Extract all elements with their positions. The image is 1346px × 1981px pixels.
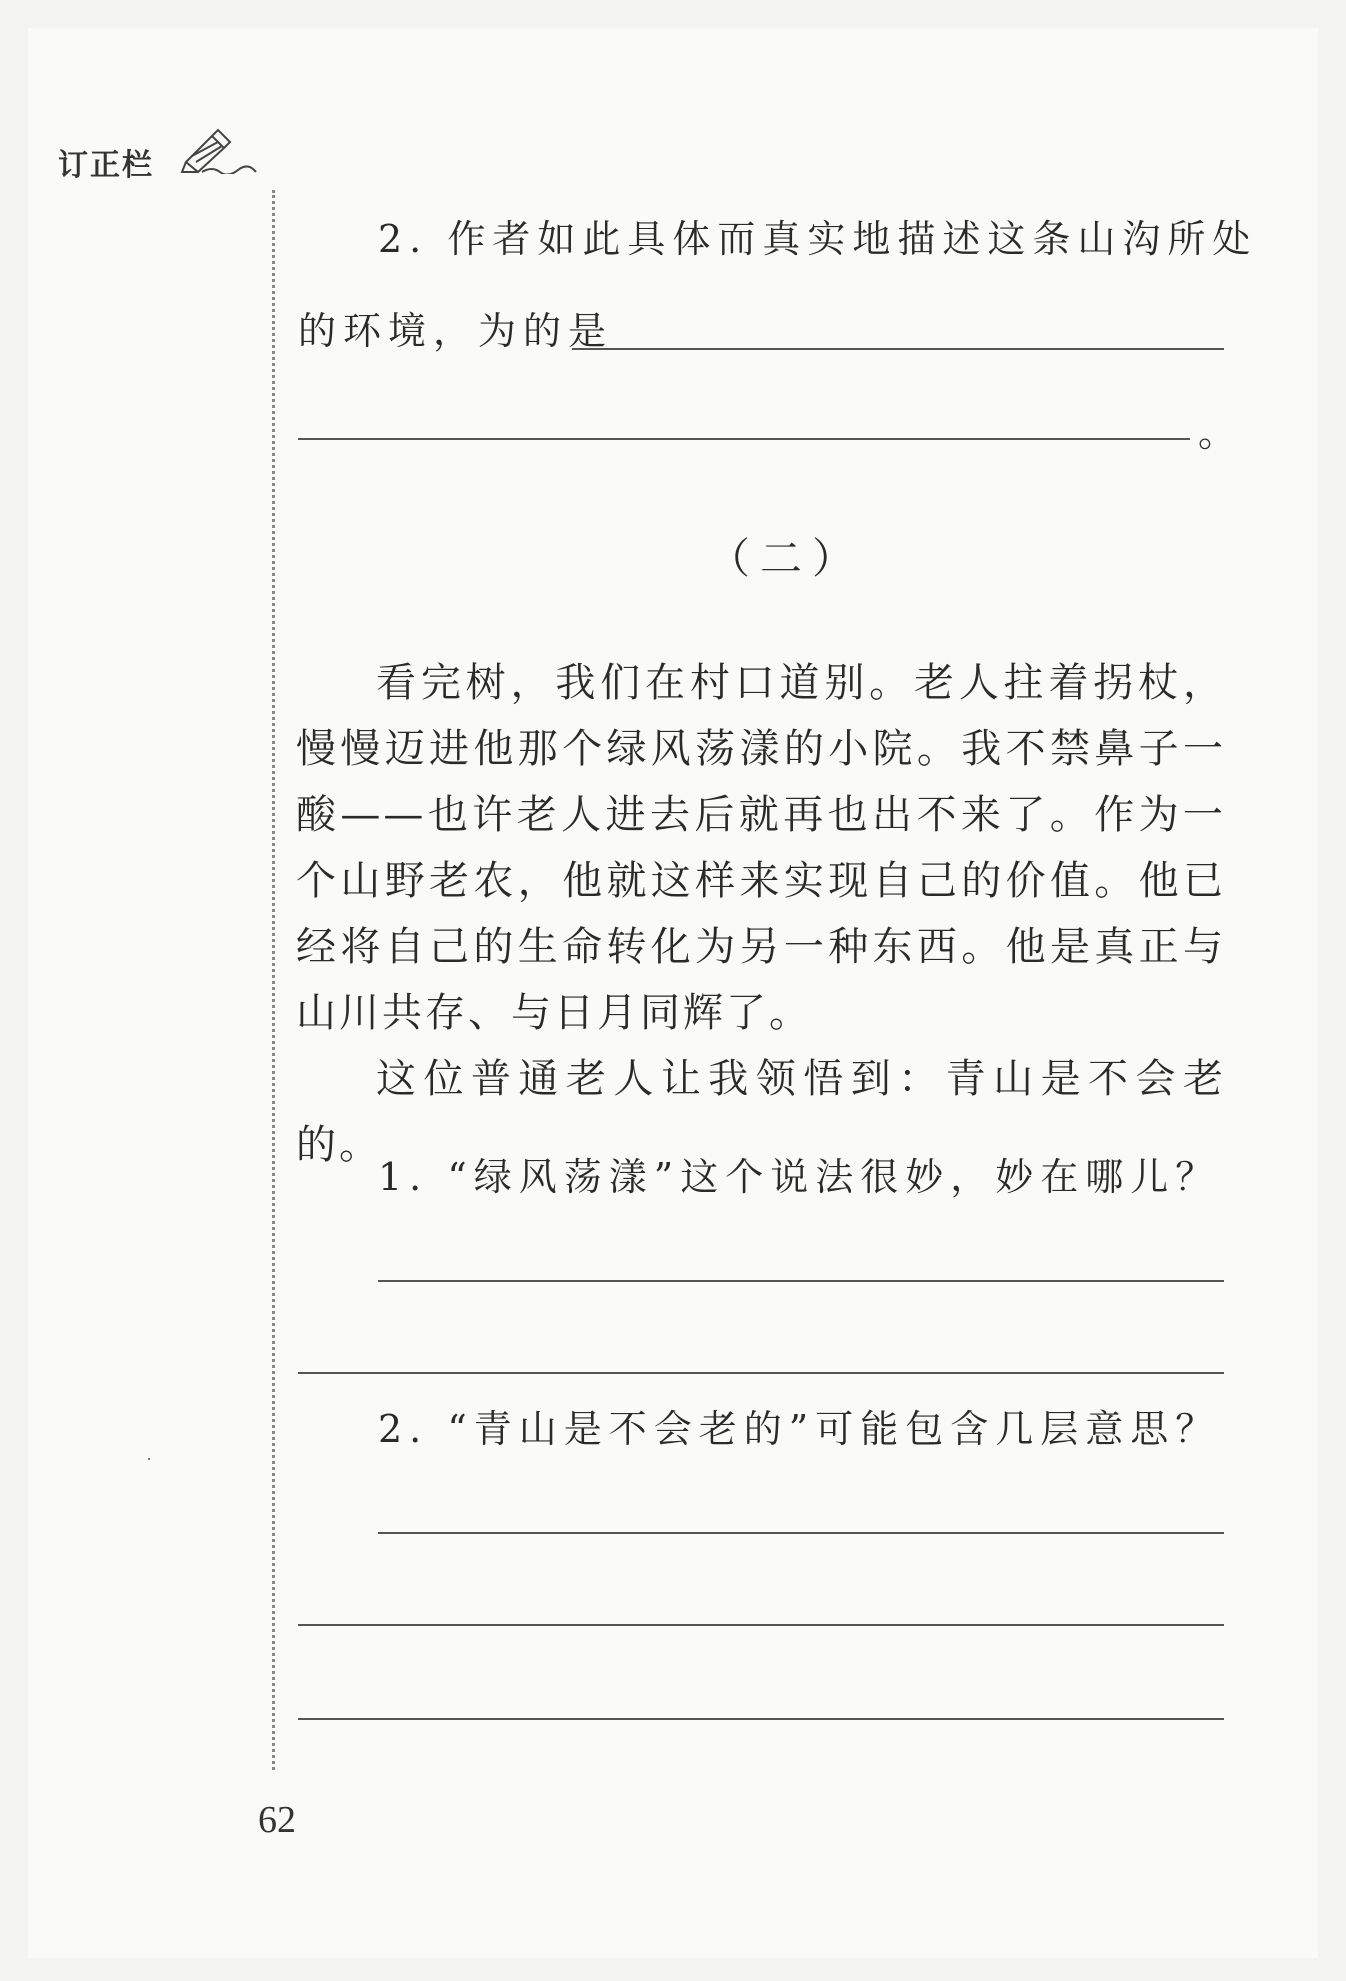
section-title: （二） xyxy=(708,534,865,583)
page-number: 62 xyxy=(258,1799,296,1841)
answer-line[interactable] xyxy=(378,1280,1224,1282)
margin-divider xyxy=(272,190,275,1770)
answer-line[interactable] xyxy=(378,1532,1224,1534)
answer-line[interactable] xyxy=(298,1718,1224,1720)
correction-column-label: 订正栏 xyxy=(58,148,154,183)
margin-dot xyxy=(148,1458,150,1460)
passage-paragraph: 这位普通老人让我领悟到：青山是不会老的。 xyxy=(296,1056,1226,1168)
answer-line[interactable] xyxy=(298,1624,1224,1626)
answer-line[interactable] xyxy=(298,438,1190,440)
question-2-text: 2. “青山是不会老的”可能包含几层意思？ xyxy=(378,1407,1221,1451)
question-2-text: 2. 作者如此具体而真实地描述这条山沟所处 xyxy=(378,217,1258,261)
question-1-text: 1. “绿风荡漾”这个说法很妙，妙在哪儿？ xyxy=(378,1155,1221,1199)
answer-end-mark: 。 xyxy=(1198,411,1237,455)
question-2-text-cont: 的环境，为的是 xyxy=(298,309,614,353)
answer-line[interactable] xyxy=(298,1372,1224,1374)
reading-passage xyxy=(296,650,1226,1178)
answer-line[interactable] xyxy=(572,348,1224,350)
passage-paragraph: 看完树，我们在村口道别。老人拄着拐杖，慢慢迈进他那个绿风荡漾的小院。我不禁鼻子一酸——也许老人进去后就再也出不来了。作为一个山野老农，他就这样来实现自己的价值。他已经将自己的生命转化为另一种东西。他是真正与山川共存、与日月同辉了。 xyxy=(296,660,1226,1036)
pencil-icon xyxy=(178,122,258,174)
